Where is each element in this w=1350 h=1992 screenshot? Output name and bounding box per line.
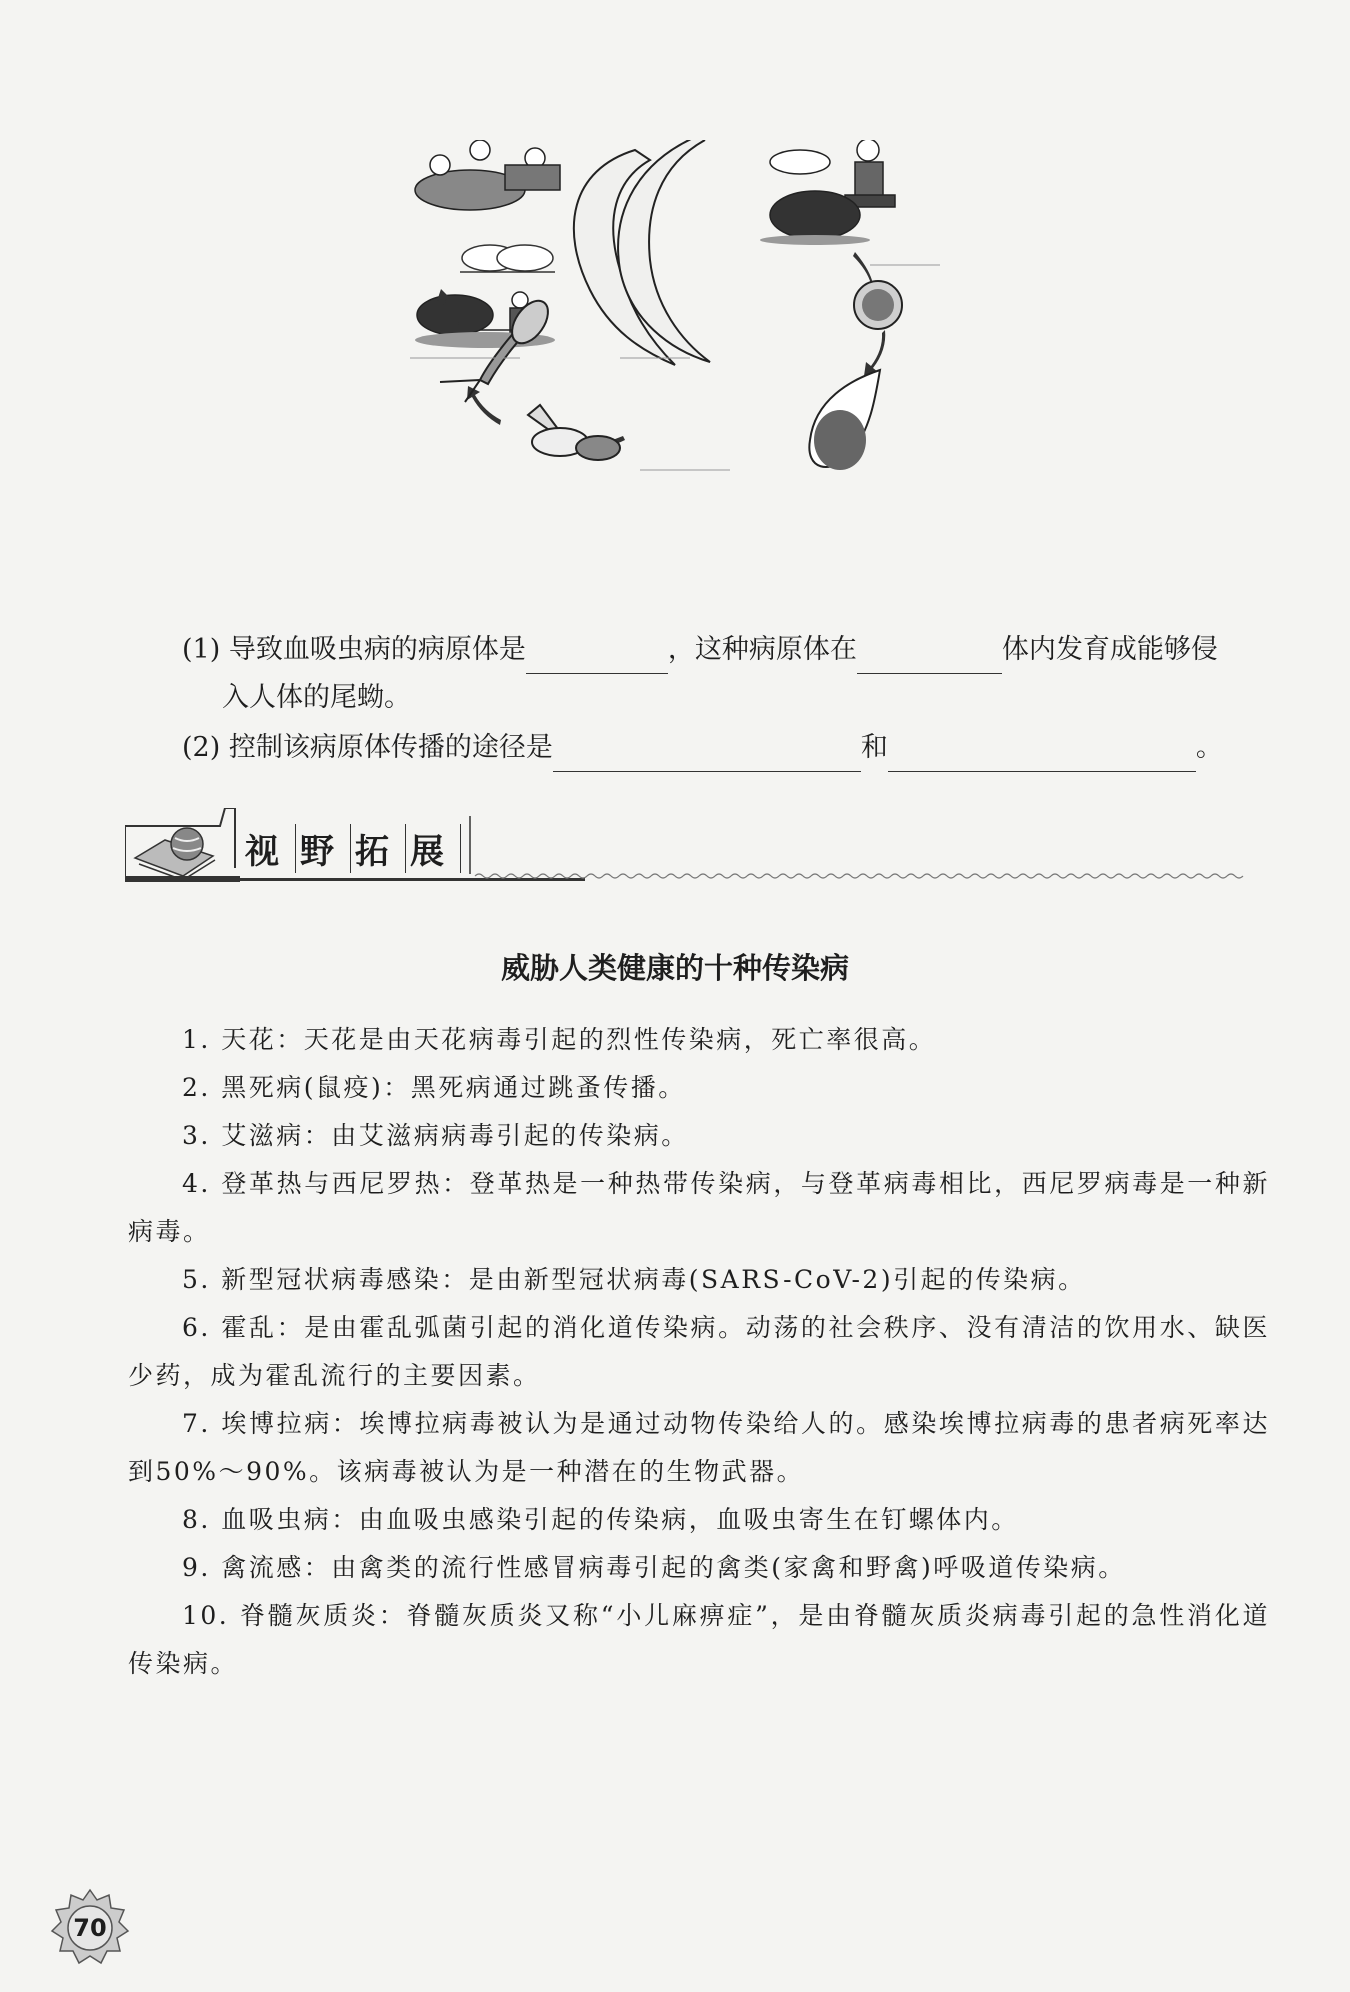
- question-2-text-b: 和: [860, 732, 888, 763]
- question-2-text-c: 。: [1195, 732, 1223, 763]
- section-title: [245, 824, 465, 873]
- egg-illustration: [854, 281, 902, 329]
- list-item: 5. 新型冠状病毒感染：是由新型冠状病毒(SARS-CoV-2)引起的传染病。: [182, 1265, 1086, 1294]
- miracidium-illustration: [809, 370, 880, 470]
- article-title: 威胁人类健康的十种传染病: [500, 951, 849, 985]
- question-2: [182, 724, 1272, 772]
- list-item: 3. 艾滋病：由艾滋病病毒引起的传染病。: [182, 1121, 689, 1150]
- section-title-char-4: 展: [410, 824, 461, 873]
- list-item: 2. 黑死病(鼠疫)：黑死病通过跳蚤传播。: [182, 1073, 686, 1102]
- list-item: 6. 霍乱：是由霍乱弧菌引起的消化道传染病。动荡的社会秩序、没有清洁的饮用水、缺医少药，成为霍乱流行的主要因素。: [128, 1313, 1270, 1390]
- adult-schistosome-worms-illustration: [574, 140, 710, 365]
- question-1-blank-1[interactable]: [526, 639, 668, 674]
- question-1-text-c: 体内发育成能够侵: [1001, 634, 1218, 665]
- question-1-text-b: ，这种病原体在: [667, 634, 857, 665]
- question-1-blank-2[interactable]: [857, 639, 1002, 674]
- list-item: 4. 登革热与西尼罗热：登革热是一种热带传染病，与登革病毒相比，西尼罗病毒是一种新病毒。: [128, 1169, 1270, 1246]
- question-2-blank-2[interactable]: [888, 737, 1196, 772]
- page-number: 70: [73, 1914, 107, 1942]
- list-item: 7. 埃博拉病：埃博拉病毒被认为是通过动物传染给人的。感染埃博拉病毒的患者病死率达到50%～90%。该病毒被认为是一种潜在的生物武器。: [128, 1409, 1270, 1486]
- section-title-char-1: 视: [245, 824, 296, 873]
- section-header: [125, 808, 1270, 888]
- people-in-water-illustration: [415, 140, 560, 210]
- list-item: 1. 天花：天花是由天花病毒引起的烈性传染病，死亡率很高。: [182, 1025, 937, 1054]
- section-title-char-3: 拓: [355, 824, 406, 873]
- schistosome-life-cycle-figure: [410, 140, 950, 585]
- section-title-char-2: 野: [300, 824, 351, 873]
- snail-illustration: [528, 405, 620, 460]
- question-2-blank-1[interactable]: [553, 737, 861, 772]
- book-globe-icon: [135, 828, 215, 880]
- question-1: [182, 626, 1272, 722]
- list-item: 8. 血吸虫病：由血吸虫感染引起的传染病，血吸虫寄生在钉螺体内。: [182, 1505, 1019, 1534]
- question-1-text-a: 导致血吸虫病的病原体是: [228, 634, 526, 665]
- disease-list: [128, 1016, 1270, 1688]
- pigs-illustration: [460, 245, 555, 272]
- question-2-number: (2): [182, 732, 221, 763]
- question-1-text-d: 入人体的尾蚴。: [222, 682, 411, 713]
- question-1-number: (1): [182, 634, 221, 665]
- page-number-badge: [50, 1888, 130, 1968]
- list-item: 10. 脊髓灰质炎：脊髓灰质炎又称“小儿麻痹症”，是由脊髓灰质炎病毒引起的急性消化道传染病。: [128, 1601, 1270, 1678]
- list-item: 9. 禽流感：由禽类的流行性感冒病毒引起的禽类(家禽和野禽)呼吸道传染病。: [182, 1553, 1126, 1582]
- question-2-text-a: 控制该病原体传播的途径是: [228, 732, 553, 763]
